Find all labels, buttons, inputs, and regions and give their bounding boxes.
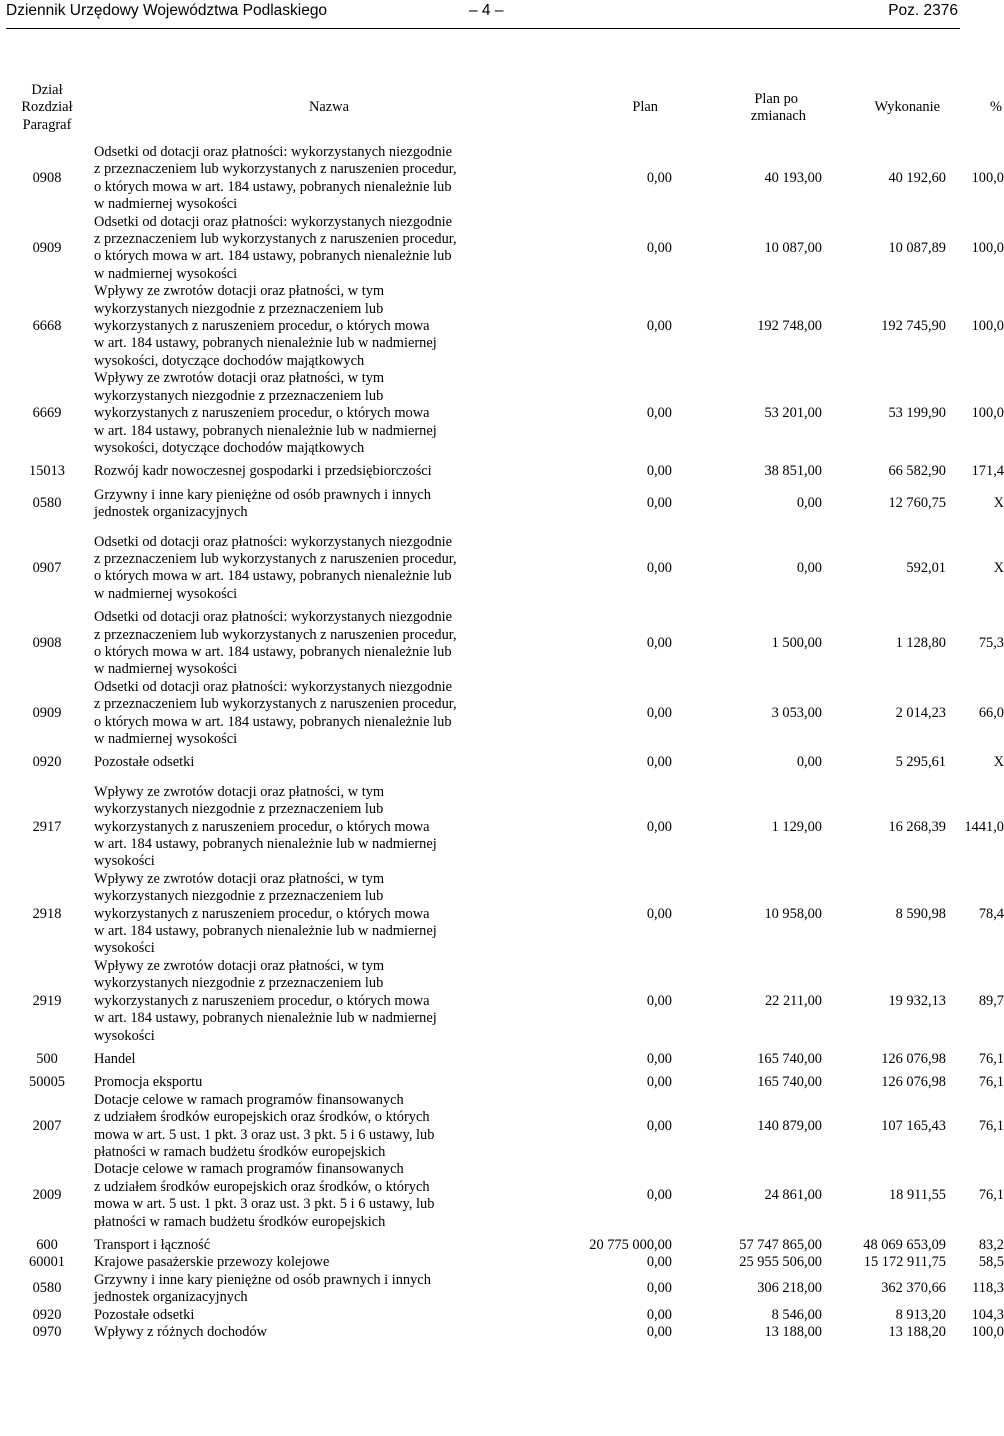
row-name-line: z przeznaczeniem lub wykorzystanych z naruszenien procedur, [94, 550, 457, 567]
row-execution: 15 172 911,75 [863, 1254, 946, 1271]
row-percent: 1441,0 [964, 818, 1004, 835]
row-code: 0970 [32, 1324, 62, 1340]
row-name-line: Wpływy ze zwrotów dotacji oraz płatności, w tym [94, 370, 385, 387]
table-row [6, 1051, 1004, 1068]
row-percent: 58,5 [978, 1254, 1004, 1271]
row-plan-after: 40 193,00 [764, 170, 822, 187]
row-name-line: Wpływy ze zwrotów dotacji oraz płatności, w tym [94, 957, 385, 974]
row-name-line: Pozostałe odsetki [94, 1306, 195, 1323]
row-code: 6668 [32, 318, 62, 335]
row-code: 2009 [32, 1187, 62, 1204]
row-execution: 8 590,98 [895, 905, 946, 922]
row-code: 500 [36, 1050, 58, 1067]
table-row [6, 1074, 1004, 1091]
row-execution: 126 076,98 [881, 1074, 946, 1091]
row-name [88, 534, 570, 604]
row-name-line: wykorzystanych niezgodnie z przeznaczeniem lub [94, 300, 384, 317]
row-name [88, 487, 570, 522]
row-name-line: Krajowe pasażerskie przewozy kolejowe [94, 1254, 330, 1271]
journal-title: Dziennik Urzędowy Województwa Podlaskiego [6, 2, 328, 19]
row-plan-after: 1 129,00 [771, 818, 822, 835]
row-execution: 40 192,60 [888, 170, 946, 187]
row-percent: 104,3 [971, 1306, 1004, 1323]
row-name-line: wysokości [94, 1027, 155, 1044]
row-name-line: o których mowa w art. 184 ustawy, pobranych nienależnie lub [94, 568, 452, 585]
row-name-line: w art. 184 ustawy, pobranych nienależnie lub w nadmiernej [94, 422, 437, 439]
row-code: 2007 [32, 1117, 62, 1134]
row-name-line: Dotacje celowe w ramach programów finansowanych [94, 1091, 404, 1108]
row-name [88, 609, 570, 679]
table-row [6, 1272, 1004, 1307]
row-plan: 0,00 [646, 1280, 672, 1297]
row-execution: 48 069 653,09 [863, 1236, 946, 1253]
row-plan: 0,00 [646, 1187, 672, 1204]
row-name [88, 871, 570, 958]
row-execution: 362 370,66 [881, 1280, 946, 1297]
row-spacer-cell [6, 772, 1004, 784]
row-name-line: w art. 184 ustawy, pobranych nienależnie lub w nadmiernej [94, 923, 437, 940]
table-body [6, 144, 1004, 1341]
row-plan-after: 0,00 [796, 495, 822, 512]
row-plan-after: 192 748,00 [757, 318, 822, 335]
row-code: 0920 [32, 1306, 62, 1323]
row-execution: 1 128,80 [895, 635, 946, 652]
row-name-line: w art. 184 ustawy, pobranych nienależnie lub w nadmiernej [94, 1010, 437, 1027]
row-name-line: o których mowa w art. 184 ustawy, pobranych nienależnie lub [94, 248, 452, 265]
row-name-line: o których mowa w art. 184 ustawy, pobranych nienależnie lub [94, 713, 452, 730]
row-name [88, 463, 570, 480]
table-row [6, 1237, 1004, 1254]
row-name-line: Odsetki od dotacji oraz płatności: wykorzystanych niezgodnie [94, 609, 453, 626]
row-name-line: o których mowa w art. 184 ustawy, pobranych nienależnie lub [94, 178, 452, 195]
row-name [88, 958, 570, 1045]
row-plan: 0,00 [646, 1117, 672, 1134]
row-code: 2917 [32, 818, 62, 835]
row-code: 0908 [32, 170, 62, 187]
row-name-line: o których mowa w art. 184 ustawy, pobranych nienależnie lub [94, 643, 452, 660]
row-name-line: mowa w art. 5 ust. 1 pkt. 3 oraz ust. 3 pkt. 5 i 6 ustawy, lub [94, 1196, 435, 1213]
row-plan: 0,00 [646, 495, 672, 512]
row-percent: 100,0 [971, 318, 1004, 335]
row-percent: 76,1 [978, 1117, 1004, 1134]
row-name-line: Rozwój kadr nowoczesnej gospodarki i przedsiębiorczości [94, 463, 432, 480]
row-code: 60001 [29, 1254, 65, 1271]
row-plan-after: 57 747 865,00 [739, 1236, 822, 1253]
table-row [6, 463, 1004, 480]
row-name-line: jednostek organizacyjnych [94, 504, 248, 521]
row-name-line: Transport i łączność [94, 1236, 211, 1253]
row-execution: 13 188,20 [888, 1324, 946, 1340]
row-plan: 0,00 [646, 1074, 672, 1091]
row-name [88, 1254, 570, 1271]
header-rule [6, 28, 960, 29]
row-name-line: z przeznaczeniem lub wykorzystanych z naruszenien procedur, [94, 231, 457, 248]
row-code: 2919 [32, 992, 62, 1009]
row-name-line: Odsetki od dotacji oraz płatności: wykorzystanych niezgodnie [94, 533, 453, 550]
page-header [6, 2, 960, 22]
row-name-line: Odsetki od dotacji oraz płatności: wykorzystanych niezgodnie [94, 213, 453, 230]
row-execution: 19 932,13 [888, 992, 946, 1009]
row-name-line: wykorzystanych niezgodnie z przeznaczeniem lub [94, 387, 384, 404]
row-name-line: płatności w ramach budżetu środków europejskich [94, 1213, 386, 1230]
row-percent: X [993, 754, 1004, 771]
row-plan-after: 10 087,00 [764, 239, 822, 256]
row-name-line: Promocja eksportu [94, 1074, 203, 1091]
row-name-line: z przeznaczeniem lub wykorzystanych z naruszenien procedur, [94, 161, 457, 178]
page-number: – 4 – [469, 2, 504, 19]
table-row [6, 679, 1004, 749]
row-percent: 100,0 [971, 405, 1004, 422]
row-percent: 66,0 [978, 704, 1004, 721]
row-name [88, 1051, 570, 1068]
row-name-line: wykorzystanych z naruszeniem procedur, o których mowa [94, 905, 430, 922]
row-code: 600 [36, 1236, 58, 1253]
row-plan: 0,00 [646, 559, 672, 576]
row-name-line: wykorzystanych z naruszeniem procedur, o których mowa [94, 318, 430, 335]
row-plan-after: 24 861,00 [764, 1187, 822, 1204]
row-name [88, 144, 570, 214]
row-spacer-cell [6, 522, 1004, 534]
row-plan: 0,00 [646, 1050, 672, 1067]
row-name-line: wykorzystanych z naruszeniem procedur, o których mowa [94, 405, 430, 422]
row-percent: 118,3 [972, 1280, 1004, 1297]
row-plan-after: 140 879,00 [757, 1117, 822, 1134]
row-plan: 0,00 [646, 405, 672, 422]
row-plan-after: 38 851,00 [764, 463, 822, 480]
row-plan-after: 53 201,00 [764, 405, 822, 422]
row-name-line: Wpływy z różnych dochodów [94, 1324, 268, 1340]
row-execution: 10 087,89 [888, 239, 946, 256]
table-row [6, 487, 1004, 522]
row-name-line: w nadmiernej wysokości [94, 731, 238, 747]
row-plan-after: 0,00 [796, 559, 822, 576]
table-row [6, 1092, 1004, 1162]
row-name [88, 754, 570, 771]
row-name-line: Odsetki od dotacji oraz płatności: wykorzystanych niezgodnie [94, 678, 453, 695]
table-row [6, 534, 1004, 604]
row-plan: 0,00 [646, 170, 672, 187]
row-name-line: wysokości [94, 940, 155, 957]
table-row [6, 1254, 1004, 1271]
row-execution: 18 911,55 [888, 1187, 946, 1204]
row-plan-after: 25 955 506,00 [739, 1254, 822, 1271]
row-spacer [6, 522, 1004, 534]
table-row [6, 1161, 1004, 1231]
row-code: 50005 [29, 1074, 65, 1091]
column-header-code [6, 72, 88, 144]
row-name-line: mowa w art. 5 ust. 1 pkt. 3 oraz ust. 3 pkt. 5 i 6 ustawy, lub [94, 1126, 435, 1143]
row-code: 6669 [32, 405, 62, 422]
row-name-line: Grzywny i inne kary pieniężne od osób prawnych i innych [94, 1271, 431, 1288]
row-name-line: Handel [94, 1050, 136, 1067]
row-name-line: wykorzystanych niezgodnie z przeznaczeniem lub [94, 888, 384, 905]
row-plan: 0,00 [646, 704, 672, 721]
table-row [6, 283, 1004, 370]
row-name [88, 679, 570, 749]
row-plan-after: 0,00 [796, 754, 822, 771]
row-percent: 89,7 [978, 992, 1004, 1009]
row-name-line: w nadmiernej wysokości [94, 196, 238, 213]
table-row [6, 784, 1004, 871]
row-name-line: wysokości, dotyczące dochodów majątkowych [94, 439, 365, 456]
row-name [88, 1307, 570, 1324]
row-percent: 100,0 [971, 239, 1004, 256]
row-percent: 75,3 [978, 635, 1004, 652]
row-percent: 83,2 [978, 1236, 1004, 1253]
row-name-line: wykorzystanych z naruszeniem procedur, o których mowa [94, 992, 430, 1009]
row-code: 0907 [32, 559, 62, 576]
row-percent: 100,0 [971, 170, 1004, 187]
row-percent: X [993, 495, 1004, 512]
row-percent: 76,1 [978, 1050, 1004, 1067]
row-execution: 126 076,98 [881, 1050, 946, 1067]
row-plan: 0,00 [646, 463, 672, 480]
header-plan-po: Plan po [754, 90, 798, 107]
row-plan-after: 22 211,00 [764, 992, 822, 1009]
row-plan-after: 8 546,00 [771, 1306, 822, 1323]
header-rozdzial: Rozdział [21, 99, 73, 116]
header-zmianach: zmianach [750, 108, 806, 124]
row-execution: 8 913,20 [895, 1306, 946, 1323]
row-name [88, 1272, 570, 1307]
header-dzial: Dział [31, 81, 63, 98]
row-name-line: z przeznaczeniem lub wykorzystanych z naruszenien procedur, [94, 696, 457, 713]
row-name [88, 1074, 570, 1091]
row-name [88, 283, 570, 370]
row-code: 0580 [32, 1280, 62, 1297]
row-plan: 0,00 [646, 635, 672, 652]
row-plan: 0,00 [646, 818, 672, 835]
row-name-line: Pozostałe odsetki [94, 754, 195, 771]
row-execution: 5 295,61 [895, 754, 946, 771]
row-code: 2918 [32, 905, 62, 922]
budget-table [6, 72, 1004, 1341]
table-row [6, 609, 1004, 679]
table-row [6, 871, 1004, 958]
row-execution: 16 268,39 [888, 818, 946, 835]
row-execution: 192 745,90 [881, 318, 946, 335]
row-name [88, 214, 570, 284]
row-name [88, 1092, 570, 1162]
row-execution: 66 582,90 [888, 463, 946, 480]
row-name-line: Odsetki od dotacji oraz płatności: wykorzystanych niezgodnie [94, 144, 453, 160]
row-code: 0580 [32, 495, 62, 512]
column-header-plan-after [672, 72, 822, 144]
row-plan: 0,00 [646, 905, 672, 922]
row-name-line: wysokości, dotyczące dochodów majątkowych [94, 352, 365, 369]
row-code: 0908 [32, 635, 62, 652]
row-name [88, 1324, 570, 1341]
row-percent: X [993, 559, 1004, 576]
row-plan-after: 1 500,00 [771, 635, 822, 652]
column-header-name: Nazwa [309, 99, 349, 116]
table-row [6, 1324, 1004, 1341]
table-row [6, 754, 1004, 771]
row-plan: 0,00 [646, 992, 672, 1009]
table-row [6, 144, 1004, 214]
row-name-line: wykorzystanych z naruszeniem procedur, o których mowa [94, 818, 430, 835]
row-name-line: w nadmiernej wysokości [94, 585, 238, 602]
row-name-line: Wpływy ze zwrotów dotacji oraz płatności, w tym [94, 783, 385, 800]
row-name-line: w art. 184 ustawy, pobranych nienależnie lub w nadmiernej [94, 335, 437, 352]
table-row [6, 214, 1004, 284]
row-name-line: w nadmiernej wysokości [94, 265, 238, 282]
table-row [6, 958, 1004, 1045]
table-header-row [6, 72, 1004, 144]
row-plan: 0,00 [646, 318, 672, 335]
row-plan: 0,00 [646, 754, 672, 771]
row-execution: 53 199,90 [888, 405, 946, 422]
row-plan-after: 3 053,00 [771, 704, 822, 721]
row-name-line: z udziałem środków europejskich oraz środków, o których [94, 1178, 430, 1195]
row-name-line: z przeznaczeniem lub wykorzystanych z naruszenien procedur, [94, 626, 457, 643]
row-percent: 76,1 [978, 1074, 1004, 1091]
row-code: 0920 [32, 754, 62, 771]
row-plan-after: 306 218,00 [757, 1280, 822, 1297]
row-name-line: Grzywny i inne kary pieniężne od osób prawnych i innych [94, 486, 431, 503]
row-name-line: jednostek organizacyjnych [94, 1289, 248, 1306]
row-name-line: wykorzystanych niezgodnie z przeznaczeniem lub [94, 801, 384, 818]
row-percent: 171,4 [971, 463, 1004, 480]
row-name-line: płatności w ramach budżetu środków europejskich [94, 1143, 386, 1160]
row-code: 0909 [32, 704, 62, 721]
row-plan: 0,00 [646, 1306, 672, 1323]
row-spacer [6, 772, 1004, 784]
row-name-line: wysokości [94, 853, 155, 870]
row-execution: 592,01 [906, 559, 946, 576]
column-header-percent: % [990, 99, 1002, 116]
row-name-line: wykorzystanych niezgodnie z przeznaczeniem lub [94, 975, 384, 992]
row-execution: 2 014,23 [895, 704, 946, 721]
position-number: Poz. 2376 [888, 2, 958, 19]
row-plan-after: 165 740,00 [757, 1074, 822, 1091]
row-name [88, 370, 570, 457]
row-name-line: w nadmiernej wysokości [94, 661, 238, 678]
column-header-execution: Wykonanie [874, 99, 940, 116]
row-plan: 0,00 [646, 239, 672, 256]
row-percent: 76,1 [978, 1187, 1004, 1204]
table-row [6, 370, 1004, 457]
row-plan: 20 775 000,00 [589, 1236, 672, 1253]
header-paragraf: Paragraf [22, 116, 72, 133]
row-name-line: w art. 184 ustawy, pobranych nienależnie lub w nadmiernej [94, 836, 437, 853]
row-plan-after: 165 740,00 [757, 1050, 822, 1067]
row-percent: 100,0 [971, 1324, 1004, 1340]
row-execution: 12 760,75 [888, 495, 946, 512]
row-name [88, 784, 570, 871]
row-plan: 0,00 [646, 1254, 672, 1271]
row-plan-after: 13 188,00 [764, 1324, 822, 1340]
row-name [88, 1161, 570, 1231]
row-plan-after: 10 958,00 [764, 905, 822, 922]
table-row [6, 1307, 1004, 1324]
row-name-line: Wpływy ze zwrotów dotacji oraz płatności, w tym [94, 283, 385, 300]
row-plan: 0,00 [646, 1324, 672, 1340]
row-name-line: z udziałem środków europejskich oraz środków, o których [94, 1109, 430, 1126]
row-execution: 107 165,43 [881, 1117, 946, 1134]
row-name-line: Dotacje celowe w ramach programów finansowanych [94, 1161, 404, 1178]
row-percent: 78,4 [978, 905, 1004, 922]
row-name [88, 1237, 570, 1254]
row-name-line: Wpływy ze zwrotów dotacji oraz płatności, w tym [94, 870, 385, 887]
row-code: 15013 [29, 463, 65, 480]
column-header-plan: Plan [632, 99, 658, 116]
row-code: 0909 [32, 239, 62, 256]
